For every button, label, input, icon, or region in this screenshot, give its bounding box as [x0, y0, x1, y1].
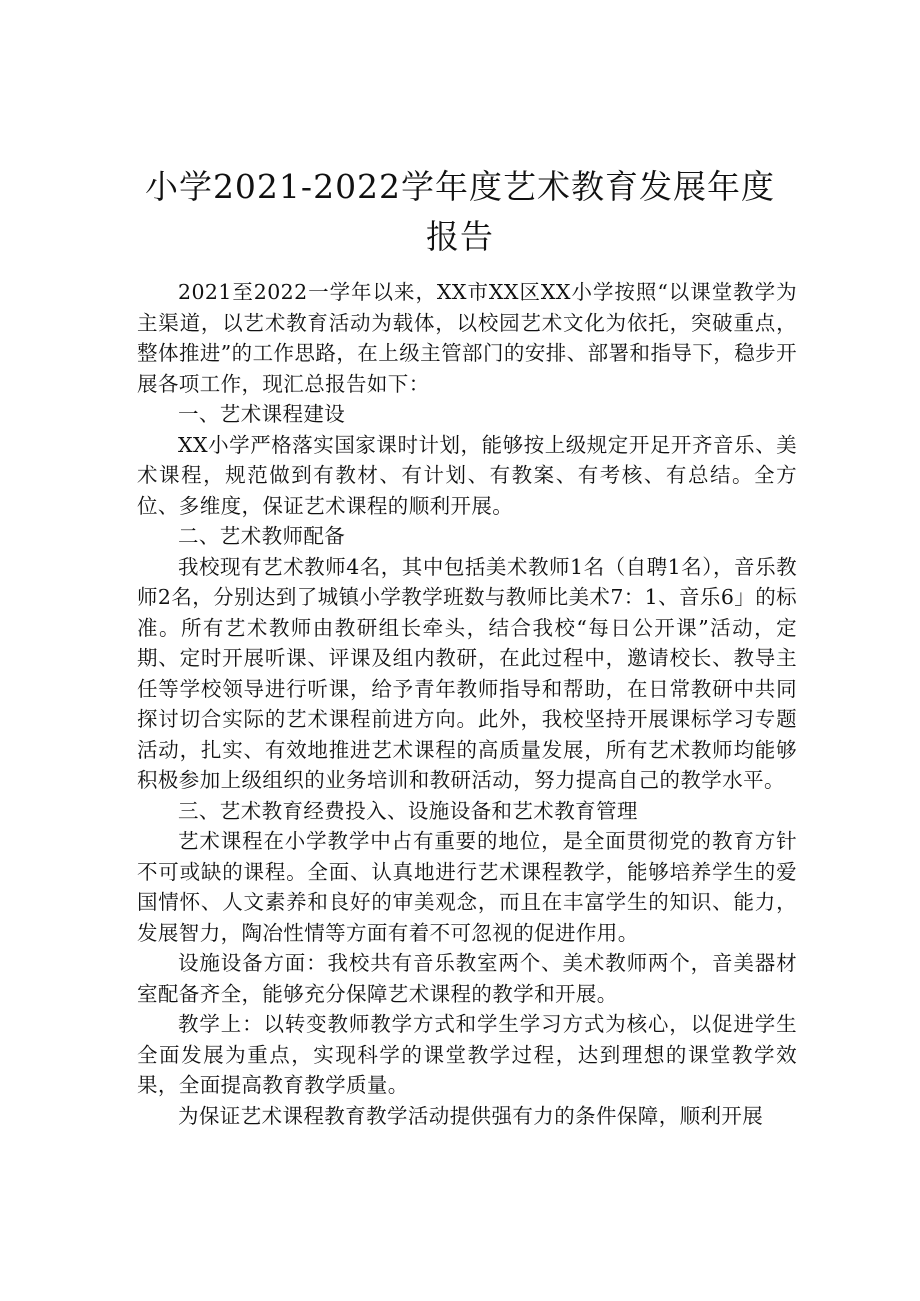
section-heading-1: 一、艺术课程建设 [178, 402, 346, 426]
paragraph-curriculum: XX小学严格落实国家课时计划，能够按上级规定开足开齐音乐、美术课程，规范做到有教材、有计划、有教案、有考核、有总结。全方位、多维度，保证艺术课程的顺利开展。 [137, 432, 797, 518]
section-heading-2: 二、艺术教师配备 [178, 524, 346, 548]
paragraph-importance: 艺术课程在小学教学中占有重要的地位，是全面贯彻党的教育方针不可或缺的课程。全面、认真地进行艺术课程教学，能够培养学生的爱国情怀、人文素养和良好的审美观念，而且在丰富学生的知识、能力，发展智力，陶冶性情等方面有着不可忽视的促进作用。 [137, 829, 797, 945]
paragraph-teachers: 我校现有艺术教师4名，其中包括美术教师1名（自聘1名），音乐教师2名，分别达到了城镇小学教学班数与教师比美术7：1、音乐6」的标准。所有艺术教师由教研组长牵头，结合我校“每日公开课”活动，定期、定时开展听课、评课及组内教研，在此过程中，邀请校长、教导主任等学校领导进行听课，给予青年教师指导和帮助，在日常教研中共同探讨切合实际的艺术课程前进方向。此外，我校坚持开展课标学习专题活动，扎实、有效地推进艺术课程的高质量发展，所有艺术教师均能够积极参加上级组织的业务培训和教研活动，努力提高自己的教学水平。 [137, 554, 797, 792]
paragraph-facilities: 设施设备方面：我校共有音乐教室两个、美术教师两个，音美器材室配备齐全，能够充分保障艺术课程的教学和开展。 [137, 951, 797, 1006]
paragraph-teaching: 教学上：以转变教师教学方式和学生学习方式为核心，以促进学生全面发展为重点，实现科学的课堂教学过程，达到理想的课堂教学效果，全面提高教育教学质量。 [137, 1012, 797, 1097]
document-body [137, 277, 797, 1131]
paragraph-guarantee: 为保证艺术课程教育教学活动提供强有力的条件保障，顺利开展 [178, 1103, 764, 1128]
document-title: 小学2021-2022学年度艺术教育发展年度报告 [144, 167, 776, 256]
paragraph-intro: 2021至2022一学年以来，XX市XX区XX小学按照“以课堂教学为主渠道，以艺术教育活动为载体，以校园艺术文化为依托，突破重点，整体推进”的工作思路，在上级主管部门的安排、部署和指导下，稳步开展各项工作，现汇总报告如下： [137, 280, 797, 396]
section-heading-3: 三、艺术教育经费投入、设施设备和艺术教育管理 [178, 798, 638, 823]
